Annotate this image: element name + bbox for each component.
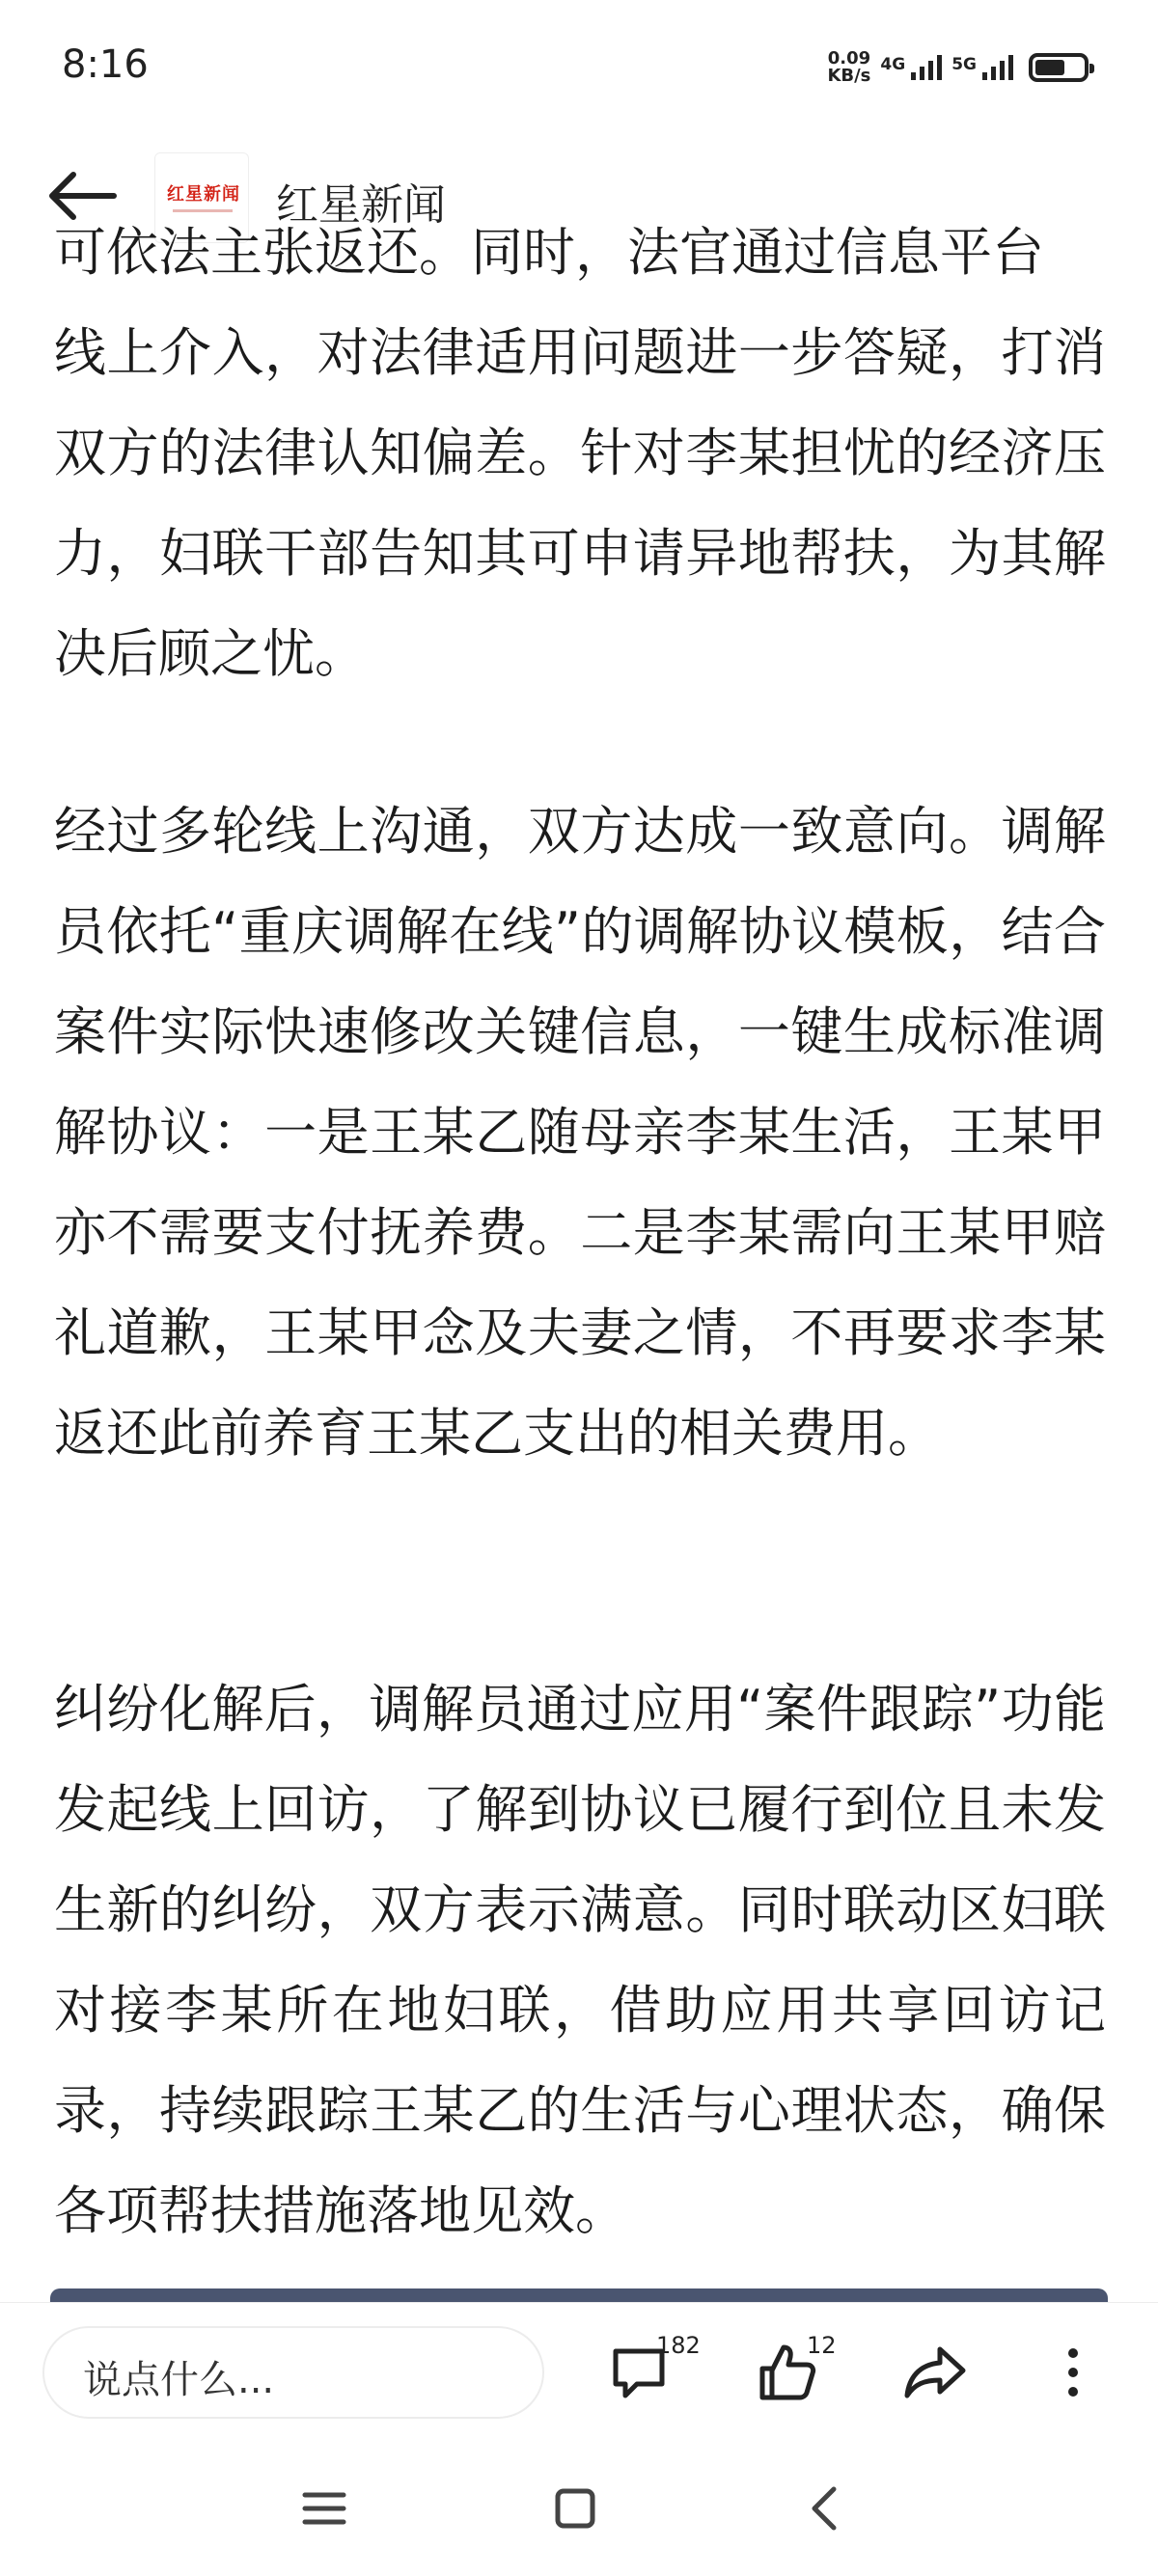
like-count: 12: [807, 2332, 837, 2359]
status-icons: [827, 50, 1089, 85]
network-speed-unit: KB/s: [827, 66, 871, 86]
nav-home-button[interactable]: [537, 2470, 614, 2547]
home-square-icon: [537, 2470, 614, 2547]
logo-text: 红星新闻: [167, 184, 240, 205]
article-paragraph: 线上介入，对法律适用问题进一步答疑，打消双方的法律认知偏差。针对李某担忧的经济压力，妇联干部告知其可申请异地帮扶，为其解决后顾之忧。: [54, 322, 1106, 684]
article-cut-line: 可依法主张返还。同时，法官通过信息平台: [54, 222, 1044, 283]
status-time: 8:16: [62, 42, 149, 87]
signal-5g-label: 5G: [951, 55, 977, 74]
battery-icon: [1029, 53, 1089, 82]
publisher-title: 红星新闻: [276, 180, 446, 230]
status-bar: [0, 0, 1158, 135]
signal-4g-label: 4G: [880, 55, 906, 74]
share-button[interactable]: [901, 2332, 988, 2409]
article-body: [54, 222, 1106, 2296]
nav-back-button[interactable]: [787, 2470, 865, 2547]
menu-icon: [286, 2470, 363, 2547]
comment-placeholder: 说点什么...: [83, 2358, 275, 2402]
chevron-left-icon: [787, 2470, 865, 2547]
next-card-edge: [50, 2288, 1108, 2302]
system-nav-bar: [0, 2422, 1158, 2576]
more-button[interactable]: [1054, 2332, 1092, 2409]
signal-4g-icon: [880, 55, 942, 80]
comment-button[interactable]: [608, 2332, 701, 2409]
article-paragraph: 纠纷化解后，调解员通过应用“案件跟踪”功能发起线上回访，了解到协议已履行到位且未发生新的纠纷，双方表示满意。同时联动区妇联对接李某所在地妇联，借助应用共享回访记录，持续跟踪王某乙的生活与心理状态，确保各项帮扶措施落地见效。: [54, 1679, 1106, 2241]
comment-input[interactable]: [42, 2326, 544, 2419]
article-paragraph: 经过多轮线上沟通，双方达成一致意向。调解员依托“重庆调解在线”的调解协议模板，结合案件实际快速修改关键信息，一键生成标准调解协议：一是王某乙随母亲李某生活，王某甲亦不需要支付抚养费。二是李某需向王某甲赔礼道歉，王某甲念及夫妻之情，不再要求李某返还此前养育王某乙支出的相关费用。: [54, 801, 1106, 1464]
network-speed: [827, 50, 870, 85]
more-vertical-icon: [1054, 2342, 1092, 2403]
nav-menu-button[interactable]: [286, 2470, 363, 2547]
signal-5g-icon: [951, 55, 1013, 80]
share-arrow-icon: [901, 2342, 971, 2403]
comment-count: 182: [656, 2332, 701, 2359]
like-button[interactable]: [757, 2332, 843, 2409]
network-speed-value: 0.09: [827, 48, 871, 69]
bottom-action-bar: [0, 2302, 1158, 2423]
